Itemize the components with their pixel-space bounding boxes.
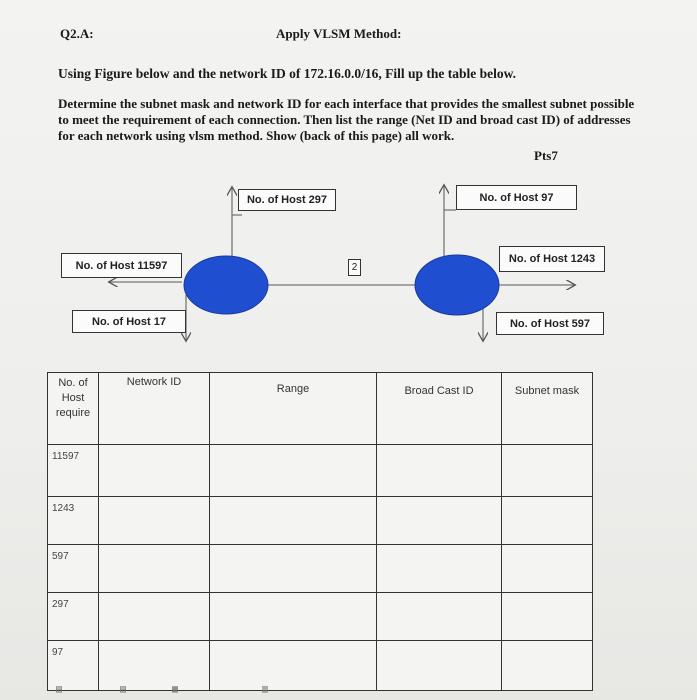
link-label-box: 2: [348, 259, 361, 276]
header-network-id: Network ID: [99, 373, 210, 445]
cell-range[interactable]: [210, 641, 377, 691]
header-hosts-line: No. of: [58, 377, 88, 389]
header-subnet-mask: Subnet mask: [502, 373, 593, 445]
cell-broadcast[interactable]: [377, 545, 502, 593]
cell-subnet-mask[interactable]: [502, 445, 593, 497]
table-row: [48, 641, 593, 691]
cell-subnet-mask[interactable]: [502, 497, 593, 545]
host-box-11597: No. of Host 11597: [61, 253, 182, 278]
host-box-17: No. of Host 17: [72, 310, 186, 333]
header-hosts-line: Host: [61, 392, 85, 404]
cell-broadcast[interactable]: [377, 497, 502, 545]
host-box-597: No. of Host 597: [496, 312, 604, 335]
cell-hosts: 597: [48, 545, 99, 593]
page-icon: ▤: [56, 684, 63, 695]
host-box-1243: No. of Host 1243: [499, 246, 605, 272]
cell-range[interactable]: [210, 497, 377, 545]
cell-range[interactable]: [210, 593, 377, 641]
instruction-paragraph: Determine the subnet mask and network ID for each interface that provides the smallest subnet possible to meet the requirement of each connection. Then list the range (Net ID and broad cast ID) of addresses for each network using vlsm method. Show (back of this page) all work.: [58, 96, 635, 143]
cell-network-id[interactable]: [99, 497, 210, 545]
table-header-row: [48, 373, 593, 445]
footer-icon-strip: [0, 684, 697, 700]
cell-hosts: 297: [48, 593, 99, 641]
router-left: [184, 256, 268, 314]
cell-subnet-mask[interactable]: [502, 641, 593, 691]
cell-range[interactable]: [210, 545, 377, 593]
page-icon: ▤: [120, 684, 127, 695]
header-broadcast: Broad Cast ID: [377, 373, 502, 445]
cell-network-id[interactable]: [99, 641, 210, 691]
cell-network-id[interactable]: [99, 545, 210, 593]
instruction-line: Using Figure below and the network ID of 172.16.0.0/16, Fill up the table below.: [58, 66, 517, 81]
cell-broadcast[interactable]: [377, 593, 502, 641]
cell-hosts: 97: [48, 641, 99, 691]
page-icon: ▦: [172, 684, 179, 695]
cell-network-id[interactable]: [99, 593, 210, 641]
table-row: [48, 445, 593, 497]
table-row: [48, 593, 593, 641]
cell-network-id[interactable]: [99, 445, 210, 497]
points-label: Pts7: [534, 148, 558, 163]
header-hosts: [48, 373, 99, 445]
question-title: Apply VLSM Method:: [276, 26, 402, 41]
question-label: Q2.A:: [60, 26, 94, 41]
cell-hosts: 11597: [48, 445, 99, 497]
cell-range[interactable]: [210, 445, 377, 497]
vlsm-table: [47, 372, 593, 691]
host-box-297: No. of Host 297: [238, 189, 336, 211]
page-icon: ▥: [262, 684, 269, 695]
cell-broadcast[interactable]: [377, 445, 502, 497]
header-hosts-line: require: [55, 407, 91, 419]
cell-subnet-mask[interactable]: [502, 545, 593, 593]
header-range: Range: [210, 373, 377, 445]
table-row: [48, 545, 593, 593]
cell-subnet-mask[interactable]: [502, 593, 593, 641]
table-row: [48, 497, 593, 545]
host-box-97: No. of Host 97: [456, 185, 577, 210]
cell-broadcast[interactable]: [377, 641, 502, 691]
cell-hosts: 1243: [48, 497, 99, 545]
router-right: [415, 255, 499, 315]
